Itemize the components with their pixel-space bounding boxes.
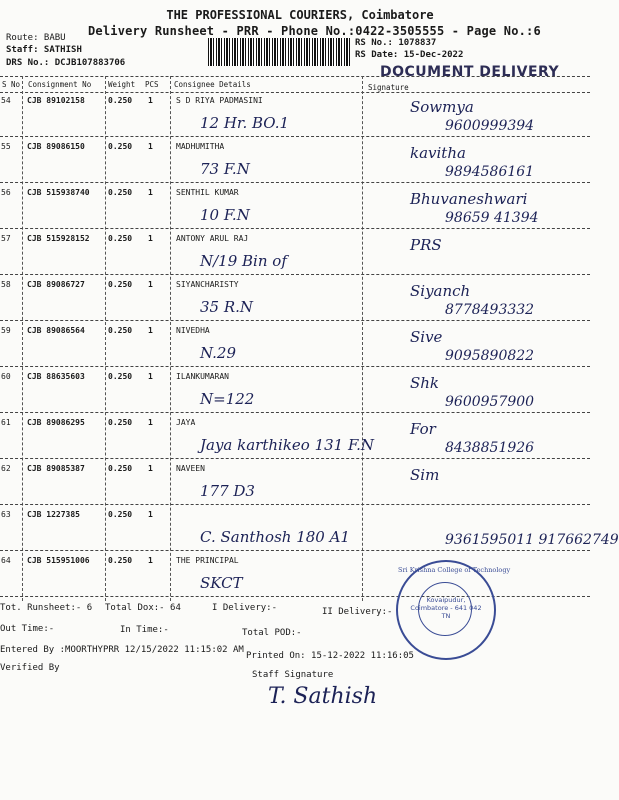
row-handwritten-phone: 9600999394 xyxy=(445,118,535,134)
row-consignee: ANTONY ARUL RAJ xyxy=(176,234,249,243)
row-pcs: 1 xyxy=(148,464,153,473)
row-sno: 57 xyxy=(1,234,11,243)
row-handwritten-address: 10 F.N xyxy=(200,206,250,224)
row-consignment: CJB 88635603 xyxy=(27,372,85,381)
staff-signature-label: Staff Signature xyxy=(252,670,334,680)
staff: Staff: SATHISH xyxy=(6,45,82,55)
row-handwritten-signature: Sim xyxy=(410,466,440,484)
col-signature: Signature xyxy=(368,83,409,92)
row-sno: 60 xyxy=(1,372,11,381)
row-handwritten-phone: 9600957900 xyxy=(445,394,535,410)
tot-runsheet: Tot. Runsheet:- 6 xyxy=(0,603,93,613)
row-divider xyxy=(0,504,590,505)
row-sno: 59 xyxy=(1,326,11,335)
row-handwritten-address: N.29 xyxy=(200,344,237,362)
row-handwritten-signature: For xyxy=(410,420,436,438)
row-consignment: CJB 89086564 xyxy=(27,326,85,335)
row-pcs: 1 xyxy=(148,280,153,289)
row-handwritten-phone: 9894586161 xyxy=(445,164,535,180)
row-consignee: MADHUMITHA xyxy=(176,142,225,151)
row-weight: 0.250 xyxy=(108,556,133,565)
printed-on: Printed On: 15-12-2022 11:16:05 xyxy=(246,651,414,661)
row-handwritten-address: N/19 Bin of xyxy=(200,252,287,270)
row-pcs: 1 xyxy=(148,142,153,151)
row-consignee: NAVEEN xyxy=(176,464,205,473)
row-weight: 0.250 xyxy=(108,510,133,519)
row-handwritten-phone: 98659 41394 xyxy=(445,210,539,226)
col-consignment: Consignment No xyxy=(28,80,92,89)
row-weight: 0.250 xyxy=(108,326,133,335)
row-handwritten-signature: Siyanch xyxy=(410,282,471,300)
row-divider xyxy=(0,274,590,275)
staff-handwritten-signature: T. Sathish xyxy=(268,684,378,709)
col-consignee: Consignee Details xyxy=(174,80,251,89)
row-pcs: 1 xyxy=(148,96,153,105)
col-divider xyxy=(22,76,23,601)
row-divider xyxy=(0,136,590,137)
row-divider xyxy=(0,412,590,413)
row-handwritten-signature: Sowmya xyxy=(410,98,474,116)
row-divider xyxy=(0,182,590,183)
row-consignment: CJB 89086295 xyxy=(27,418,85,427)
row-handwritten-address: SKCT xyxy=(200,574,243,592)
row-consignee: THE PRINCIPAL xyxy=(176,556,239,565)
row-handwritten-phone: 9361595011 917662749 xyxy=(445,532,619,548)
row-sno: 55 xyxy=(1,142,11,151)
college-seal xyxy=(396,560,511,660)
row-handwritten-phone: 9095890822 xyxy=(445,348,535,364)
row-handwritten-phone: 8778493332 xyxy=(445,302,535,318)
row-weight: 0.250 xyxy=(108,234,133,243)
row-sno: 54 xyxy=(1,96,11,105)
row-handwritten-address: 73 F.N xyxy=(200,160,250,178)
col-pcs: PCS xyxy=(145,80,159,89)
row-handwritten-address: 177 D3 xyxy=(200,482,255,500)
row-handwritten-address: N=122 xyxy=(200,390,255,408)
row-pcs: 1 xyxy=(148,188,153,197)
row-consignee: ILANKUMARAN xyxy=(176,372,229,381)
row-weight: 0.250 xyxy=(108,96,133,105)
col-divider xyxy=(105,76,106,601)
row-sno: 62 xyxy=(1,464,11,473)
row-consignment: CJB 515938740 xyxy=(27,188,90,197)
row-sno: 58 xyxy=(1,280,11,289)
row-handwritten-address: 12 Hr. BO.1 xyxy=(200,114,290,132)
row-consignee: JAYA xyxy=(176,418,196,427)
header-title: THE PROFESSIONAL COURIERS, Coimbatore xyxy=(166,8,434,22)
table-header-rule xyxy=(0,92,590,93)
row-weight: 0.250 xyxy=(108,188,133,197)
row-divider xyxy=(0,320,590,321)
seal-center-text: Kovaipudur, Coimbatore - 641 042 TN xyxy=(410,596,482,620)
row-divider xyxy=(0,550,590,551)
row-sno: 64 xyxy=(1,556,11,565)
row-pcs: 1 xyxy=(148,418,153,427)
row-pcs: 1 xyxy=(148,234,153,243)
i-delivery: I Delivery:- xyxy=(212,603,278,613)
row-consignee: NIVEDHA xyxy=(176,326,210,335)
row-handwritten-signature: Bhuvaneshwari xyxy=(410,190,528,208)
total-dox: Total Dox:- 64 xyxy=(105,603,181,613)
row-pcs: 1 xyxy=(148,556,153,565)
row-handwritten-signature: Shk xyxy=(410,374,440,392)
row-consignee: SIYANCHARISTY xyxy=(176,280,239,289)
out-time: Out Time:- xyxy=(0,624,55,634)
row-weight: 0.250 xyxy=(108,372,133,381)
header-subtitle: Delivery Runsheet - PRR - Phone No.:0422-3505555 - Page No.:6 xyxy=(88,24,541,38)
row-sno: 63 xyxy=(1,510,11,519)
row-consignee: S D RIYA PADMASINI xyxy=(176,96,263,105)
row-sno: 56 xyxy=(1,188,11,197)
row-handwritten-address: 35 R.N xyxy=(200,298,254,316)
entered-by: Entered By :MOORTHYPRR 12/15/2022 11:15:02 AM xyxy=(0,645,244,655)
table-top-rule xyxy=(0,76,590,77)
row-weight: 0.250 xyxy=(108,464,133,473)
row-divider xyxy=(0,228,590,229)
row-handwritten-signature: Sive xyxy=(410,328,443,346)
row-handwritten-signature: kavitha xyxy=(410,144,466,162)
col-divider xyxy=(362,76,363,601)
row-handwritten-signature: PRS xyxy=(410,236,442,254)
document-delivery-stamp: DOCUMENT DELIVERY xyxy=(380,64,560,80)
row-pcs: 1 xyxy=(148,326,153,335)
row-weight: 0.250 xyxy=(108,418,133,427)
row-handwritten-address: Jaya karthikeo 131 F.N xyxy=(200,436,374,454)
drs-number: DRS No.: DCJB107883706 xyxy=(6,58,126,68)
row-consignment: CJB 89085387 xyxy=(27,464,85,473)
row-pcs: 1 xyxy=(148,510,153,519)
row-consignment: CJB 89086727 xyxy=(27,280,85,289)
row-consignment: CJB 515951006 xyxy=(27,556,90,565)
row-handwritten-address: C. Santhosh 180 A1 xyxy=(200,528,350,546)
row-weight: 0.250 xyxy=(108,142,133,151)
ii-delivery: II Delivery:- xyxy=(322,607,393,617)
row-weight: 0.250 xyxy=(108,280,133,289)
row-divider xyxy=(0,366,590,367)
row-pcs: 1 xyxy=(148,372,153,381)
in-time: In Time:- xyxy=(120,625,169,635)
col-divider xyxy=(170,76,171,601)
row-consignment: CJB 1227385 xyxy=(27,510,80,519)
rs-number: RS No.: 1078837 xyxy=(355,38,437,48)
row-sno: 61 xyxy=(1,418,11,427)
row-divider xyxy=(0,458,590,459)
row-handwritten-phone: 8438851926 xyxy=(445,440,535,456)
seal-ring-text: Sri Krishna College of Technology xyxy=(398,566,511,574)
row-divider xyxy=(0,596,590,597)
verified-by: Verified By xyxy=(0,663,60,673)
col-sno: S No xyxy=(2,80,21,89)
rs-date: RS Date: 15-Dec-2022 xyxy=(355,50,464,60)
row-consignment: CJB 515928152 xyxy=(27,234,90,243)
row-consignment: CJB 89102158 xyxy=(27,96,85,105)
col-weight: Weight xyxy=(108,80,136,89)
row-consignee: SENTHIL KUMAR xyxy=(176,188,239,197)
barcode xyxy=(208,38,350,66)
route: Route: BABU xyxy=(6,33,66,43)
total-pod: Total POD:- xyxy=(242,628,302,638)
row-consignment: CJB 89086150 xyxy=(27,142,85,151)
